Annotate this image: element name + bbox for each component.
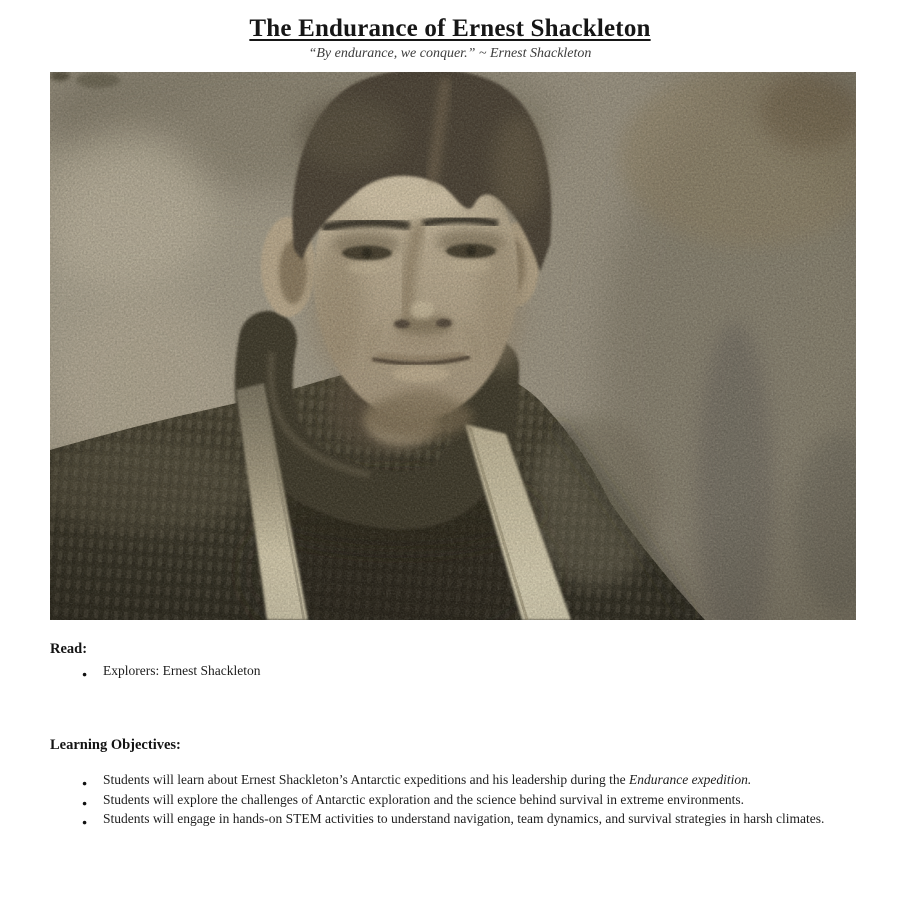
list-item-text: Students will engage in hands-on STEM activities to understand navigation, team dynamics, and survival strategies in harsh climates. <box>103 810 825 826</box>
list-item <box>82 790 855 809</box>
quote-subtitle: “By endurance, we conquer.” ~ Ernest Shackleton <box>308 46 592 61</box>
shackleton-portrait-photo <box>50 72 856 620</box>
objectives-section <box>50 737 900 828</box>
list-item <box>82 661 855 680</box>
film-grain-overlay <box>50 72 856 620</box>
portrait-photo-art <box>50 72 856 620</box>
list-item-text: Students will explore the challenges of Antarctic exploration and the science behind survival in extreme environments. <box>103 791 745 807</box>
list-item <box>82 770 855 789</box>
list-item-text: Explorers: Ernest Shackleton <box>103 663 261 678</box>
list-item <box>82 809 855 828</box>
read-list <box>50 661 900 680</box>
page-title: The Endurance of Ernest Shackleton <box>249 15 651 42</box>
objectives-heading: Learning Objectives: <box>50 737 181 754</box>
list-item-italic-text: Endurance expedition. <box>629 772 752 788</box>
objectives-list <box>50 770 900 828</box>
document-page <box>0 15 900 915</box>
read-section <box>50 641 900 680</box>
read-heading: Read: <box>50 641 88 657</box>
list-item-text: Students will learn about Ernest Shackleton’s Antarctic expeditions and his leadership during the <box>103 772 630 788</box>
